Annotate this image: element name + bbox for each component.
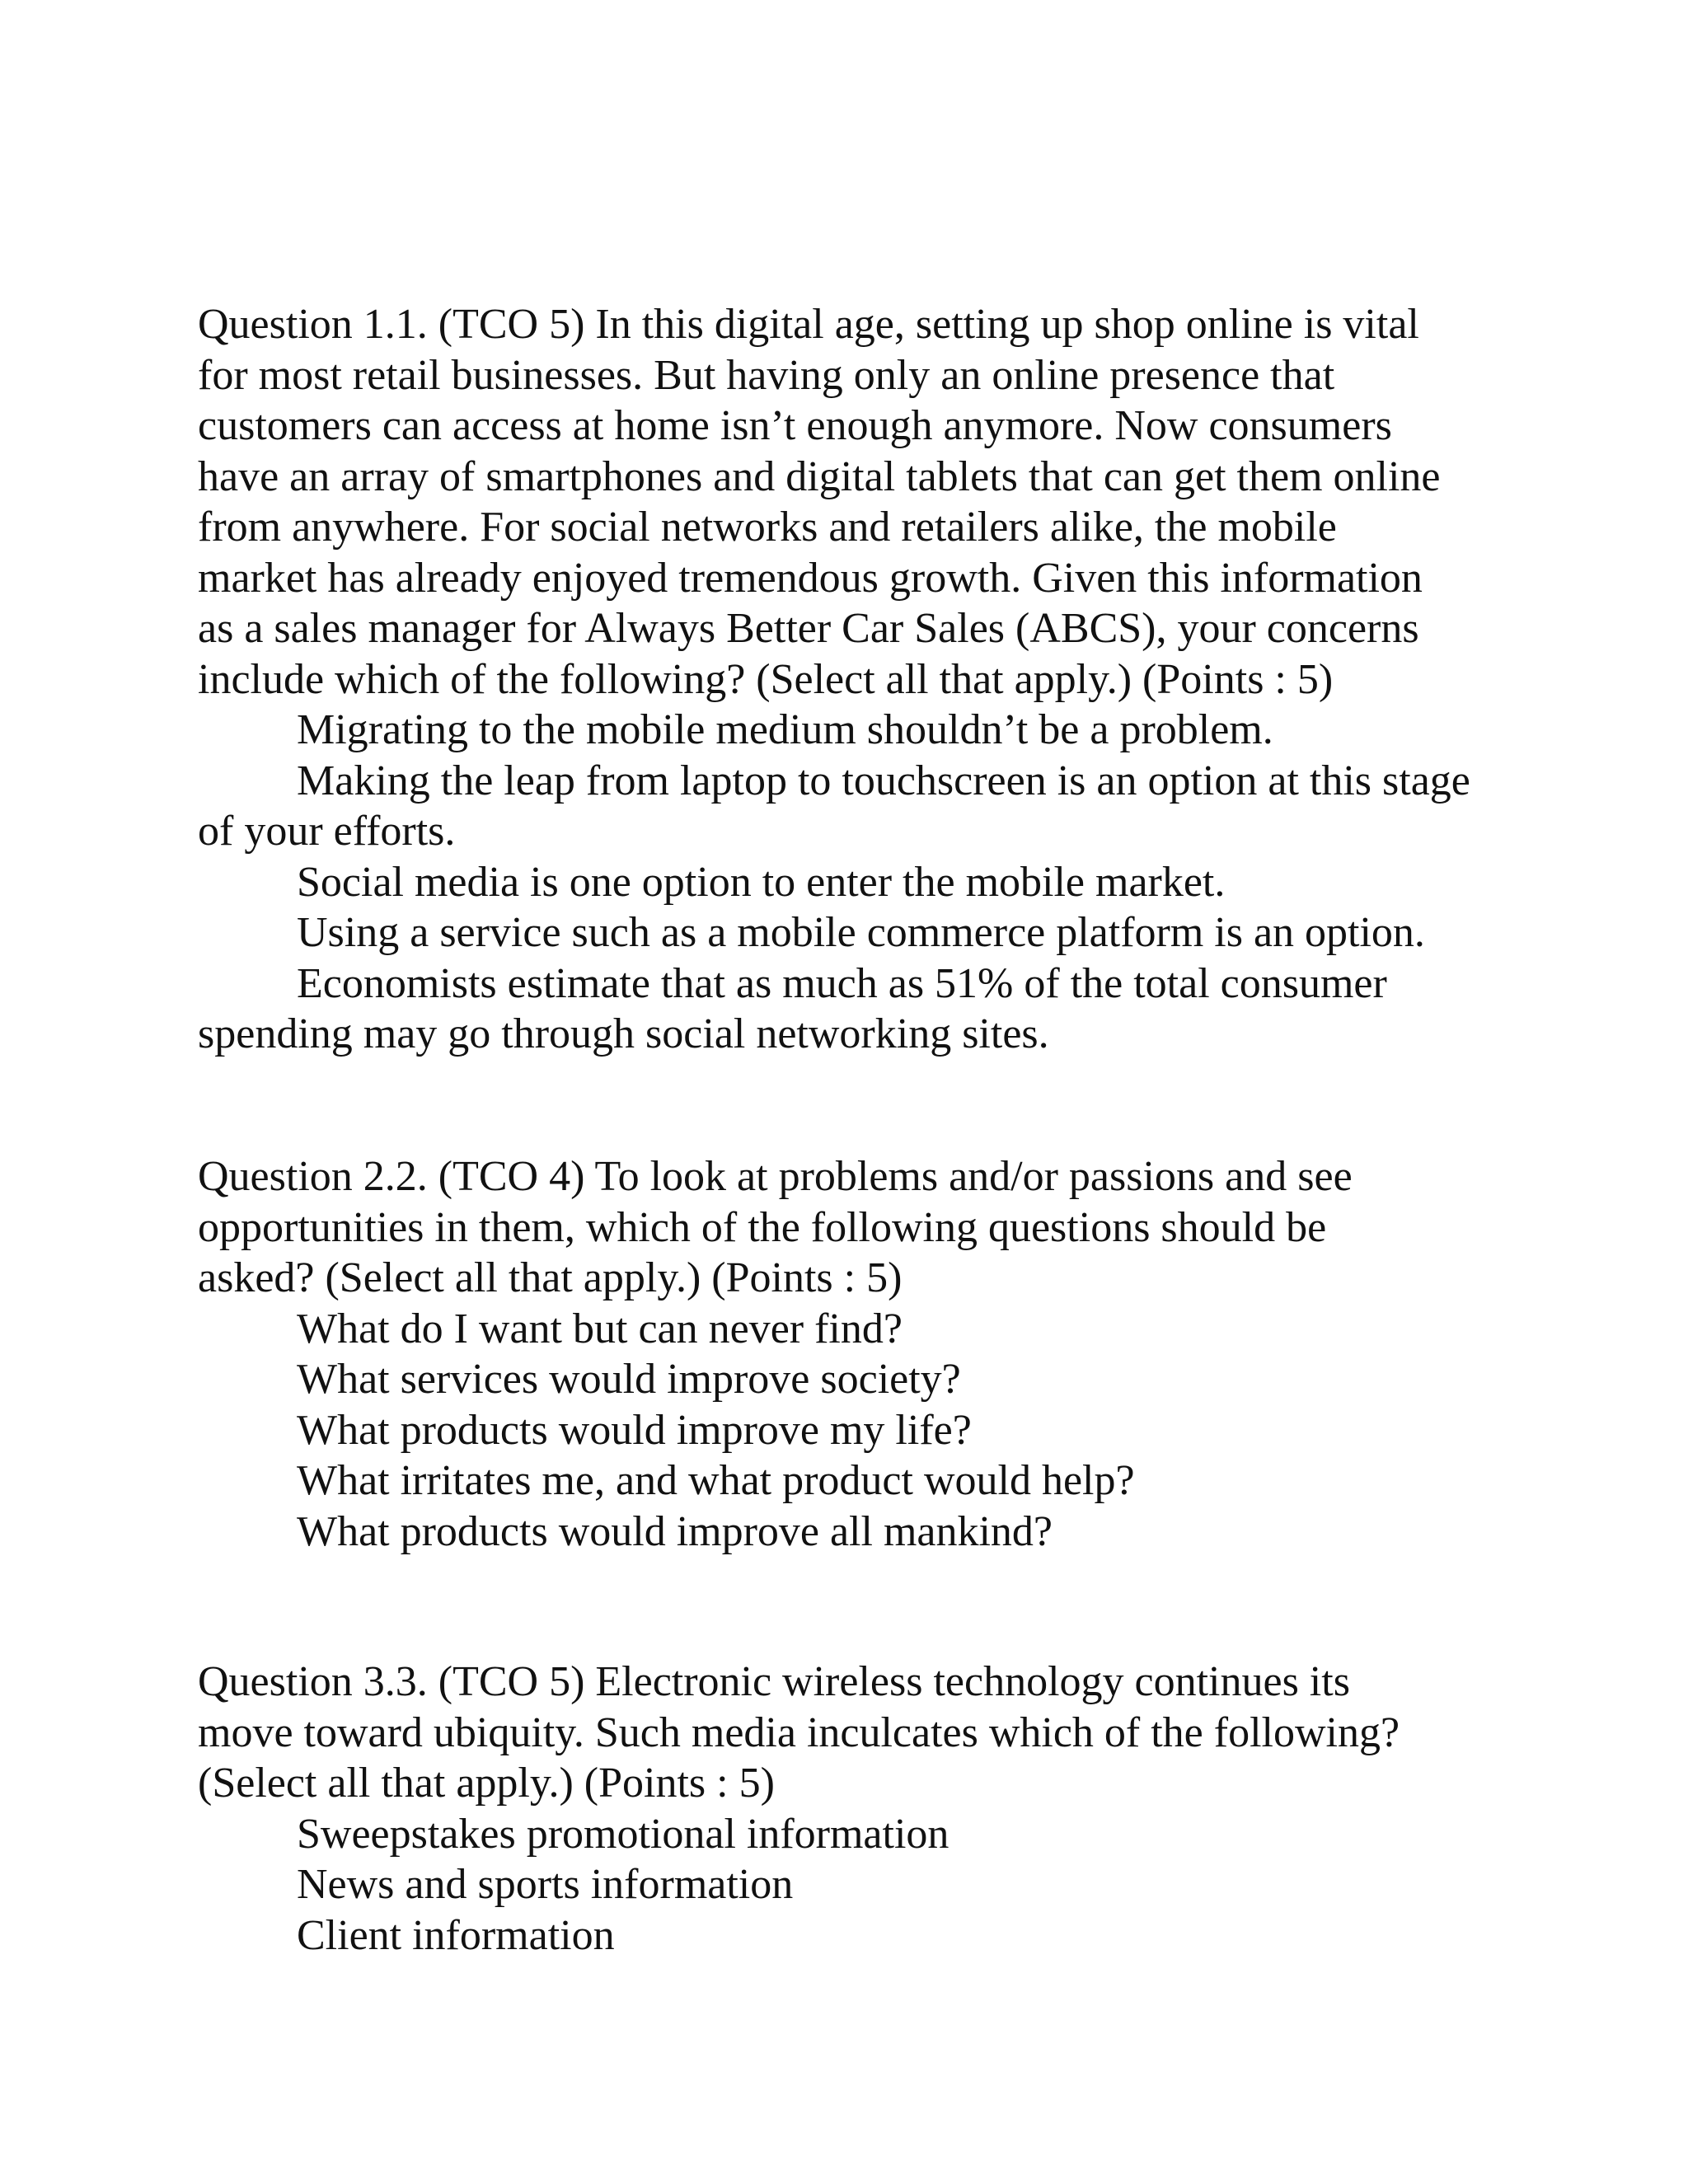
question-1-options [198, 705, 1517, 1060]
question-2-stem: Question 2.2. (TCO 4) To look at problems and/or passions and see opportunities in them, which of the following questions should be asked? (Select all that apply.) (Points : 5) [198, 1153, 1353, 1301]
answer-option: Using a service such as a mobile commerce platform is an option. [297, 909, 1425, 956]
answer-option: Social media is one option to enter the mobile market. [297, 858, 1226, 906]
question-3-stem: Question 3.3. (TCO 5) Electronic wireless technology continues its move toward ubiquity. Such media inculcates which of the following? (Select all that apply.) (Points : 5) [198, 1658, 1400, 1807]
answer-option: Making the leap from laptop to touchscreen is an option at this stage of your efforts. [198, 757, 1470, 855]
question-2 [198, 1151, 1517, 1557]
answer-option: Migrating to the mobile medium shouldn’t be a problem. [297, 706, 1273, 753]
answer-option: What products would improve all mankind? [297, 1507, 1053, 1555]
question-3-options [198, 1809, 1517, 1961]
answer-option: What do I want but can never find? [297, 1305, 903, 1352]
question-2-options [198, 1304, 1517, 1558]
answer-option: What services would improve society? [297, 1356, 961, 1403]
answer-option: News and sports information [297, 1861, 794, 1908]
answer-option: What products would improve my life? [297, 1406, 972, 1454]
answer-option: Economists estimate that as much as 51% of the total consumer spending may go through social networking sites. [198, 959, 1387, 1057]
question-1-stem: Question 1.1. (TCO 5) In this digital age, setting up shop online is vital for most retail businesses. But having only an online presence that customers can access at home isn’t enough anymore. Now consumers have an array of smartphones and digital tablets that can get them online from anywhere. For social networks and retailers alike, the mobile market has already enjoyed tremendous growth. Given this information as a sales manager for Always Better Car Sales (ABCS), your concerns include which of the following? (Select all that apply.) (Points : 5) [198, 301, 1441, 703]
answer-option: Client information [297, 1911, 615, 1959]
answer-option: Sweepstakes promotional information [297, 1810, 950, 1858]
question-1 [198, 299, 1517, 1060]
question-3 [198, 1657, 1517, 1961]
answer-option: What irritates me, and what product would help? [297, 1457, 1135, 1504]
